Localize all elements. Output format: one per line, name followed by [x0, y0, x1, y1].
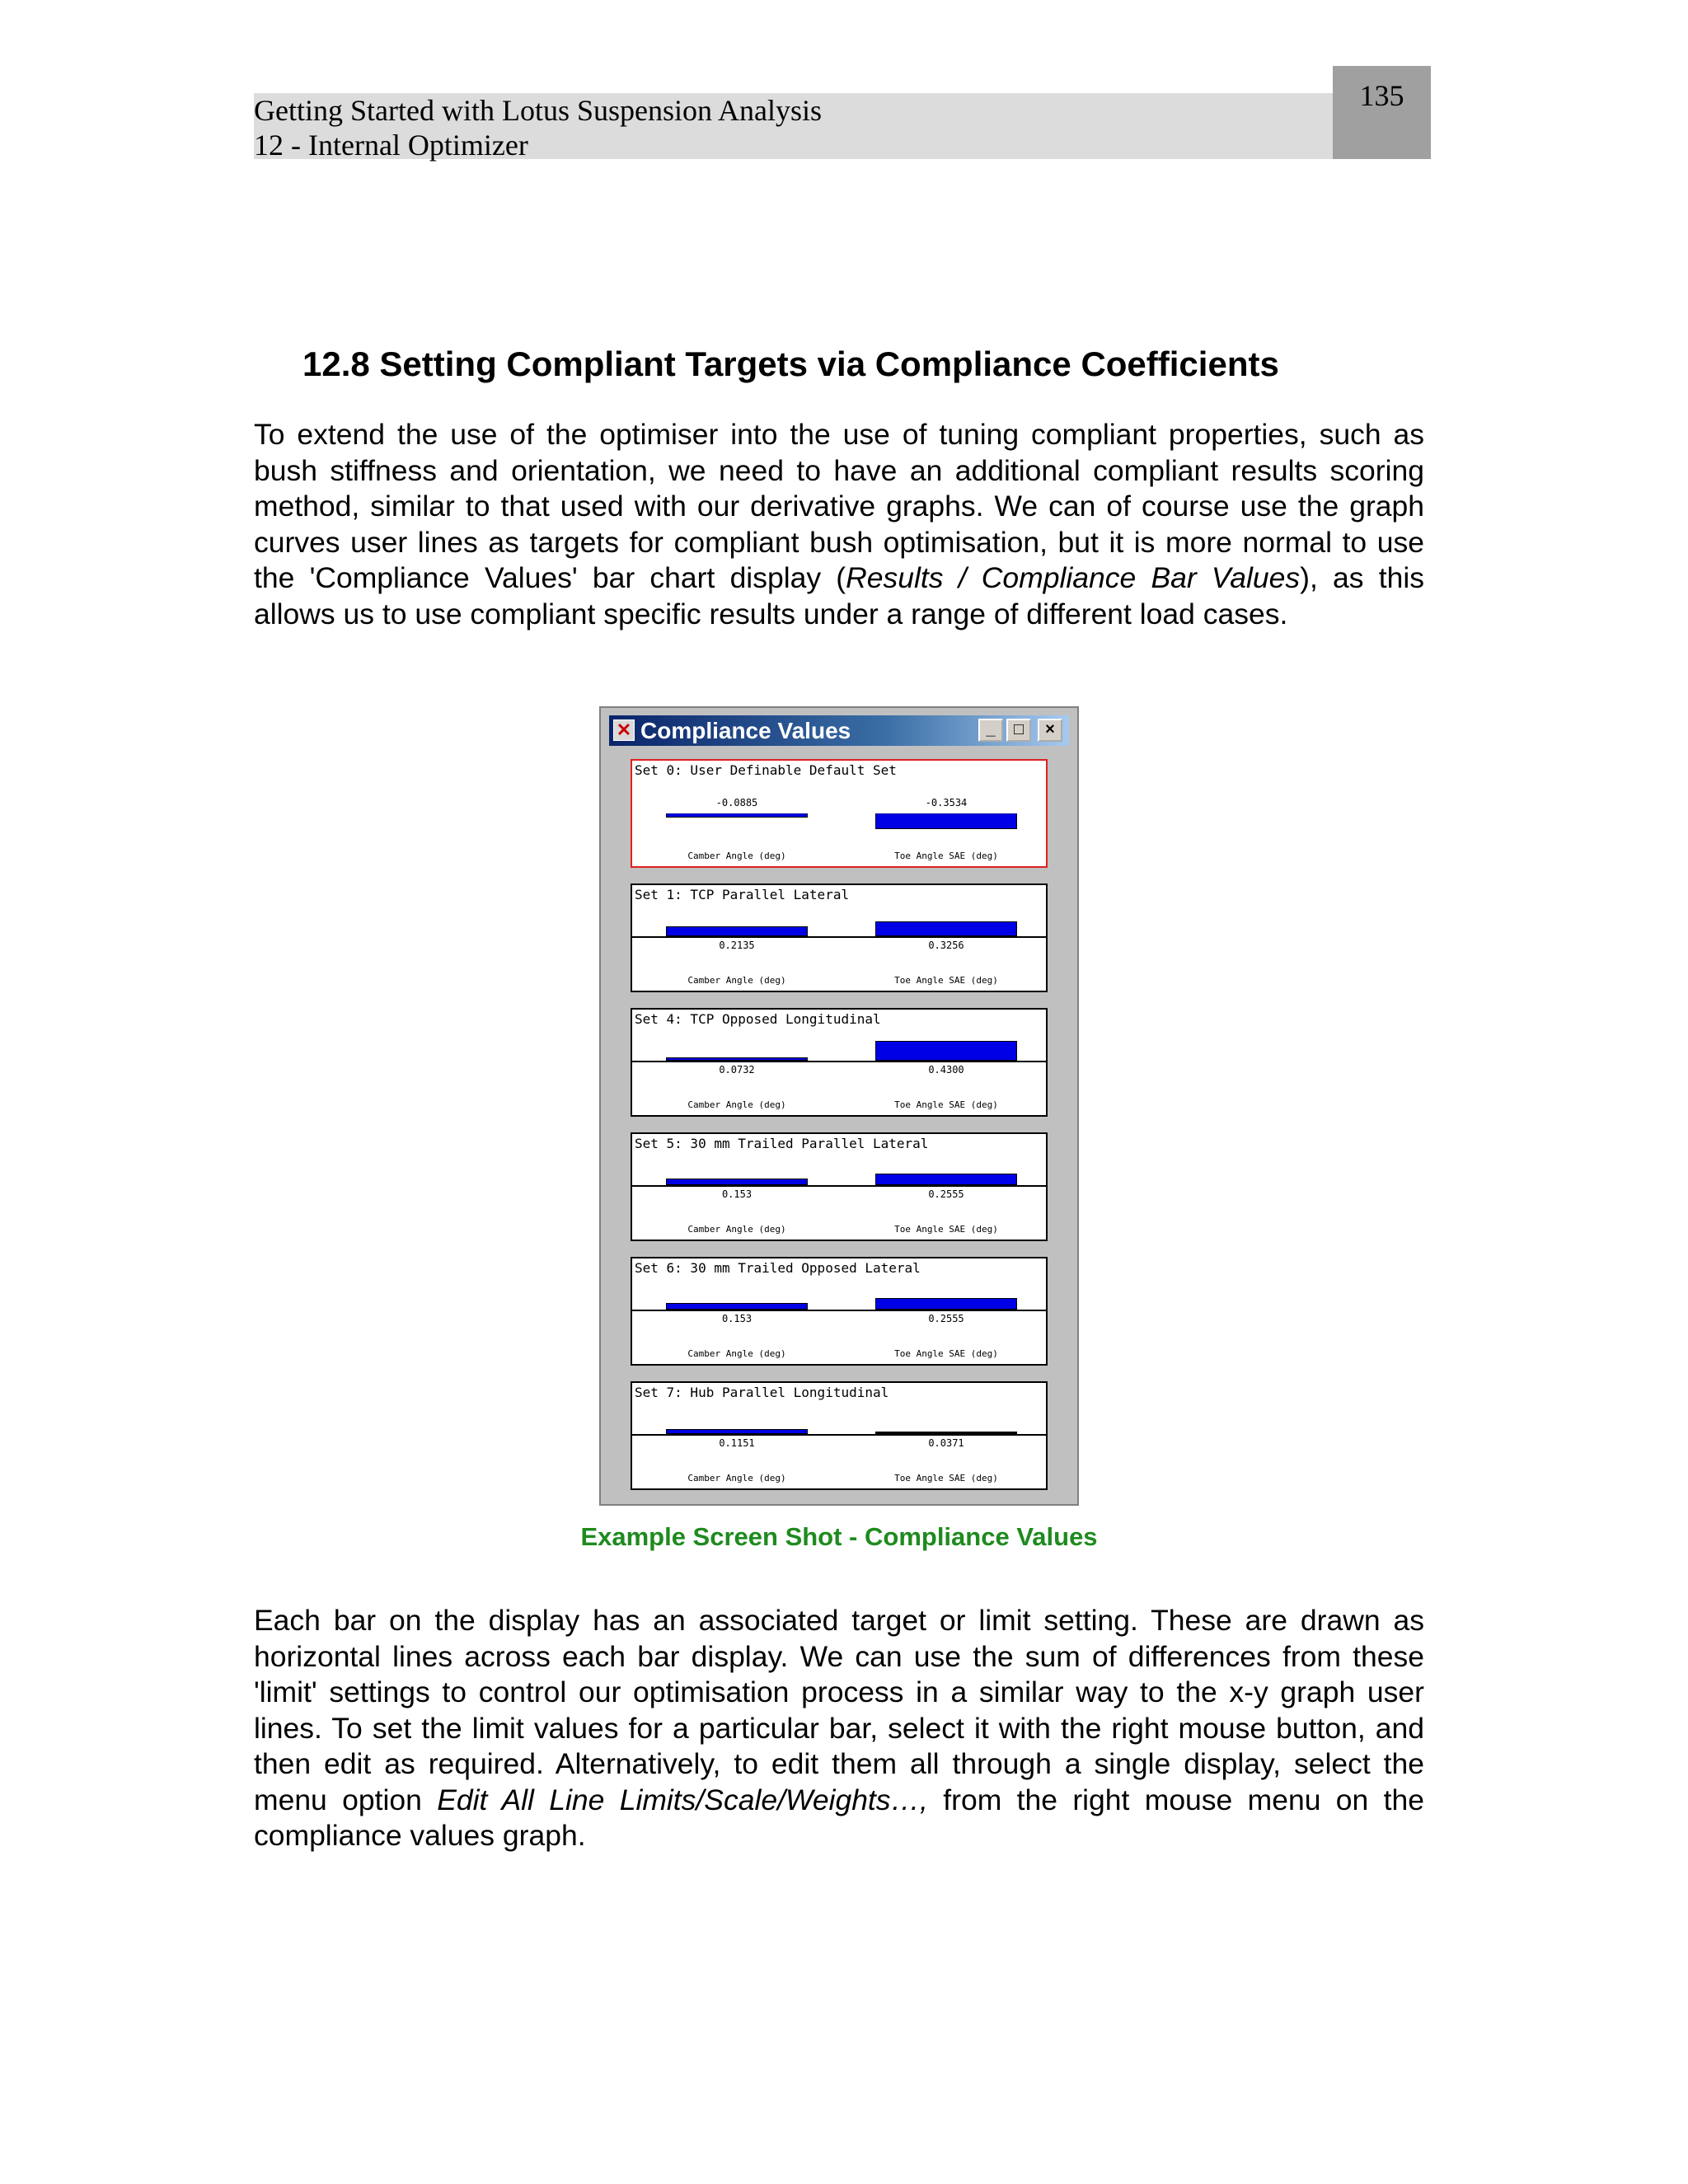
bar-value-label: 0.1151 — [719, 1437, 755, 1449]
zero-axis-line — [632, 1434, 1046, 1436]
set-panel[interactable] — [631, 883, 1048, 992]
bar-value-label: 0.0732 — [719, 1064, 755, 1076]
close-icon[interactable]: × — [1038, 719, 1062, 742]
header-title: Getting Started with Lotus Suspension Analysis — [254, 94, 822, 127]
bar-category-label: Toe Angle SAE (deg) — [894, 851, 998, 861]
compliance-bar[interactable] — [666, 1057, 808, 1061]
minimize-icon[interactable]: _ — [978, 719, 1003, 742]
set-label: Set 1: TCP Parallel Lateral — [635, 887, 850, 902]
compliance-bar[interactable] — [875, 1041, 1017, 1061]
paragraph-intro-text-b: ), as this allows us to use compliant specific results under a range of different load cases. — [254, 561, 1424, 630]
zero-axis-line — [632, 936, 1046, 938]
maximize-icon[interactable]: □ — [1006, 719, 1031, 742]
compliance-bar[interactable] — [875, 1174, 1017, 1185]
bar-value-label: 0.2135 — [719, 940, 755, 951]
set-label: Set 7: Hub Parallel Longitudinal — [635, 1385, 889, 1400]
header-chapter: 12 - Internal Optimizer — [254, 129, 528, 162]
set-label: Set 0: User Definable Default Set — [635, 762, 897, 778]
zero-axis-line — [632, 1310, 1046, 1311]
paragraph-limits-text-b: from the right mouse menu on the compliance values graph. — [254, 1783, 1424, 1852]
bar-value-label: 0.2555 — [928, 1313, 964, 1324]
compliance-values-window — [599, 706, 1079, 1506]
figure-caption: Example Screen Shot - Compliance Values — [580, 1522, 1098, 1551]
paragraph-intro-text-a: To extend the use of the optimiser into the use of tuning compliant properties, such as bush stiffness and orientation, we need to have an additional compliant results scoring method, similar to that used with our derivative graphs. We can of course use the graph curves user lines as targets for compliant bush optimisation, but it is more normal to use the 'Compliance Values' bar chart display ( — [254, 418, 1424, 594]
set-panel[interactable] — [631, 1132, 1048, 1241]
compliance-bar[interactable] — [666, 1429, 808, 1434]
paragraph-limits-text-a: Each bar on the display has an associated target or limit setting. These are drawn as horizontal lines across each bar display. We can use the sum of differences from these 'limit' settings to control our optimisation process in a similar way to the x-y graph user lines. To set the limit values for a particular bar, select it with the right mouse button, and then edit as required. Alternatively, to edit them all through a single display, select the menu option — [254, 1604, 1424, 1816]
compliance-bar[interactable] — [875, 813, 1017, 829]
bar-category-label: Toe Angle SAE (deg) — [894, 1348, 998, 1359]
bar-category-label: Toe Angle SAE (deg) — [894, 975, 998, 986]
window-titlebar[interactable] — [609, 715, 1069, 746]
window-title: Compliance Values — [640, 718, 851, 743]
paragraph-intro — [254, 417, 1424, 632]
section-heading: 12.8 Setting Compliant Targets via Compliance Coefficients — [302, 344, 1279, 383]
bar-value-label: 0.2555 — [928, 1188, 964, 1200]
bar-category-label: Camber Angle (deg) — [687, 1348, 786, 1359]
compliance-bar[interactable] — [875, 1432, 1017, 1434]
bar-category-label: Toe Angle SAE (deg) — [894, 1473, 998, 1483]
bar-category-label: Toe Angle SAE (deg) — [894, 1224, 998, 1235]
compliance-bar[interactable] — [875, 921, 1017, 936]
bar-value-label: -0.3534 — [925, 797, 968, 808]
bar-category-label: Camber Angle (deg) — [687, 975, 786, 986]
page-header — [254, 93, 1333, 162]
bar-category-label: Camber Angle (deg) — [687, 1099, 786, 1110]
compliance-bar[interactable] — [666, 1179, 808, 1185]
set-panel[interactable] — [631, 1381, 1048, 1490]
set-panel[interactable] — [631, 759, 1048, 868]
menu-option-edit-limits: Edit All Line Limits/Scale/Weights…, — [437, 1783, 928, 1816]
compliance-bar[interactable] — [666, 926, 808, 936]
bar-value-label: -0.0885 — [715, 797, 758, 808]
bar-category-label: Camber Angle (deg) — [687, 1224, 786, 1235]
set-panel[interactable] — [631, 1008, 1048, 1117]
compliance-bar[interactable] — [666, 813, 808, 818]
bar-value-label: 0.0371 — [928, 1437, 964, 1449]
menu-path-results-compliance: Results / Compliance Bar Values — [846, 561, 1301, 594]
set-panel[interactable] — [631, 1257, 1048, 1366]
set-label: Set 6: 30 mm Trailed Opposed Lateral — [635, 1260, 921, 1276]
set-label: Set 4: TCP Opposed Longitudinal — [635, 1011, 881, 1027]
compliance-bar[interactable] — [666, 1303, 808, 1310]
page-number: 135 — [1333, 66, 1431, 159]
bar-value-label: 0.153 — [721, 1188, 753, 1200]
bar-value-label: 0.4300 — [928, 1064, 964, 1076]
zero-axis-line — [632, 1185, 1046, 1187]
compliance-bar[interactable] — [875, 1298, 1017, 1310]
bar-category-label: Toe Angle SAE (deg) — [894, 1099, 998, 1110]
zero-axis-line — [632, 1061, 1046, 1062]
bar-category-label: Camber Angle (deg) — [687, 851, 786, 861]
bar-value-label: 0.3256 — [928, 940, 964, 951]
bar-category-label: Camber Angle (deg) — [687, 1473, 786, 1483]
paragraph-limits — [254, 1603, 1424, 1854]
set-label: Set 5: 30 mm Trailed Parallel Lateral — [635, 1136, 929, 1151]
bar-value-label: 0.153 — [721, 1313, 753, 1324]
app-icon[interactable]: ✕ — [613, 719, 635, 741]
